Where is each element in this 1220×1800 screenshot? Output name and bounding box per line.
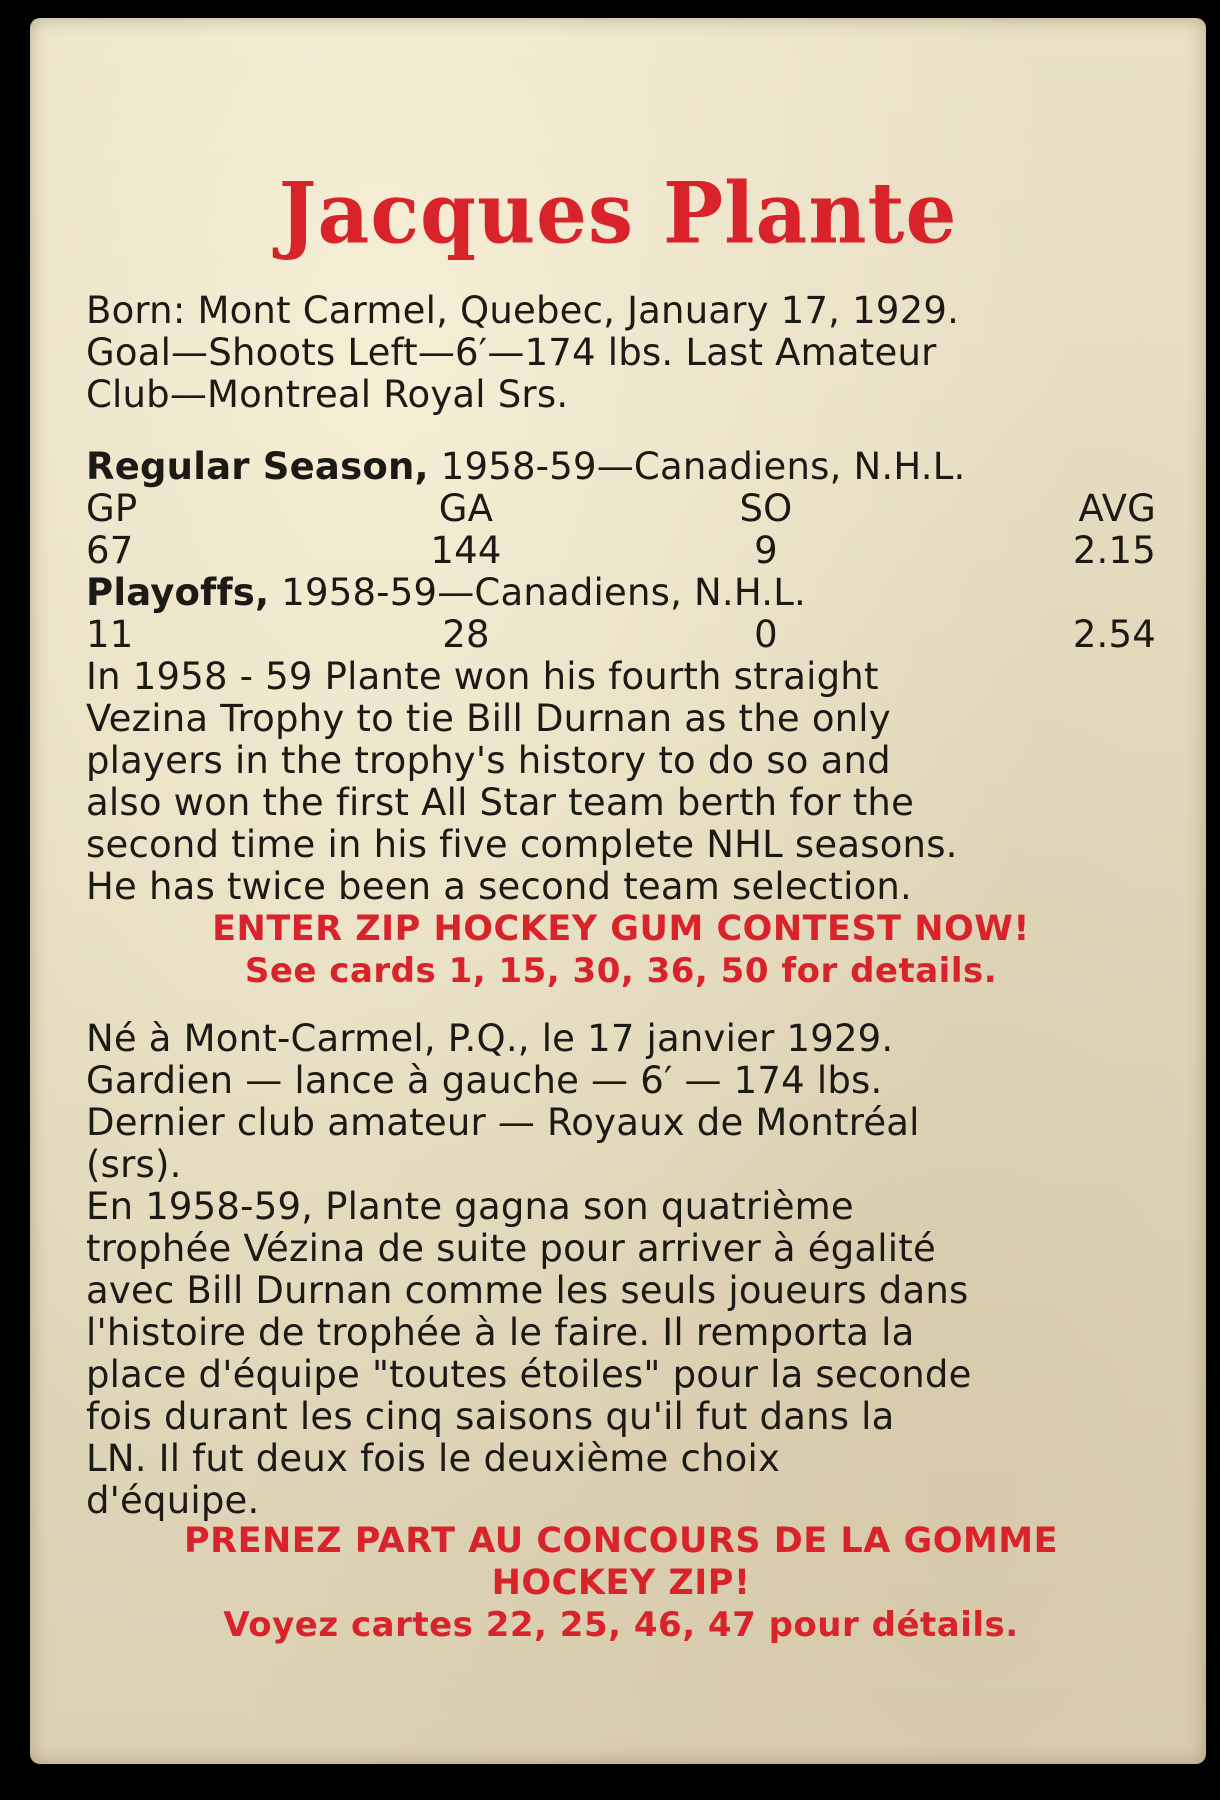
paragraph-line: LN. Il fut deux fois le deuxième choix xyxy=(86,1437,781,1480)
contest-line: HOCKEY ZIP! xyxy=(491,1563,751,1603)
stat-value: 2.54 xyxy=(1072,613,1156,656)
regular-season-heading xyxy=(86,446,1156,488)
bio-line: Goal—Shoots Left—6′—174 lbs. Last Amateur xyxy=(86,331,937,374)
paragraph-line: d'équipe. xyxy=(86,1479,260,1522)
regular-stats-row xyxy=(86,530,1156,572)
bio-line: Gardien — lance à gauche — 6′ — 174 lbs. xyxy=(86,1059,883,1102)
stats-header-row xyxy=(86,488,1156,530)
french-contest-notice xyxy=(86,1520,1156,1646)
paragraph-line: fois durant les cinq saisons qu'il fut dans la xyxy=(86,1395,895,1438)
bio-line: Born: Mont Carmel, Quebec, January 17, 1929. xyxy=(86,289,960,332)
contest-line: See cards 1, 15, 30, 36, 50 for details. xyxy=(244,951,998,991)
stats-header-so: SO xyxy=(739,487,793,530)
player-name-title: Jacques Plante xyxy=(278,163,958,263)
paragraph-line: second time in his five complete NHL seasons. xyxy=(86,823,958,866)
stat-value: 144 xyxy=(430,529,502,572)
english-paragraph xyxy=(86,656,1156,908)
stat-value: 2.15 xyxy=(1072,529,1156,572)
paragraph-line: Vezina Trophy to tie Bill Durnan as the only xyxy=(86,697,891,740)
stats-header-ga: GA xyxy=(438,487,494,530)
playoffs-detail: 1958-59—Canadiens, N.H.L. xyxy=(281,571,806,614)
french-bio xyxy=(86,1018,1156,1186)
bio-line: (srs). xyxy=(86,1143,182,1186)
english-contest-notice xyxy=(86,908,1156,992)
contest-line: ENTER ZIP HOCKEY GUM CONTEST NOW! xyxy=(212,909,1030,949)
regular-season-label: Regular Season, xyxy=(86,445,429,488)
french-paragraph xyxy=(86,1186,1156,1522)
paragraph-line: players in the trophy's history to do so and xyxy=(86,739,891,782)
contest-line: Voyez cartes 22, 25, 46, 47 pour détails. xyxy=(223,1605,1019,1645)
paragraph-line: He has twice been a second team selection. xyxy=(86,865,913,908)
stat-value: 11 xyxy=(86,613,134,656)
paragraph-line: avec Bill Durnan comme les seuls joueurs dans xyxy=(86,1269,969,1312)
paragraph-line: also won the first All Star team berth for the xyxy=(86,781,915,824)
bio-line: Né à Mont-Carmel, P.Q., le 17 janvier 1929. xyxy=(86,1017,894,1060)
stat-value: 9 xyxy=(754,529,778,572)
paragraph-line: place d'équipe "toutes étoiles" pour la seconde xyxy=(86,1353,972,1396)
regular-season-detail: 1958-59—Canadiens, N.H.L. xyxy=(440,445,966,488)
stats-header-gp: GP xyxy=(86,487,138,530)
playoffs-label: Playoffs, xyxy=(86,571,270,614)
stats-header-avg: AVG xyxy=(1078,487,1156,530)
paragraph-line: En 1958-59, Plante gagna son quatrième xyxy=(86,1185,854,1228)
trading-card-back xyxy=(30,18,1206,1764)
stat-value: 0 xyxy=(754,613,778,656)
playoff-stats-row xyxy=(86,614,1156,656)
stat-value: 28 xyxy=(442,613,490,656)
paragraph-line: trophée Vézina de suite pour arriver à égalité xyxy=(86,1227,936,1270)
stats-section xyxy=(86,446,1156,656)
paragraph-line: l'histoire de trophée à le faire. Il remporta la xyxy=(86,1311,915,1354)
paragraph-line: In 1958 - 59 Plante won his fourth straight xyxy=(86,655,879,698)
stat-value: 67 xyxy=(86,529,134,572)
playoffs-heading xyxy=(86,572,1156,614)
english-bio xyxy=(86,290,1156,416)
contest-line: PRENEZ PART AU CONCOURS DE LA GOMME xyxy=(183,1521,1059,1561)
bio-line: Club—Montreal Royal Srs. xyxy=(86,373,569,416)
bio-line: Dernier club amateur — Royaux de Montréal xyxy=(86,1101,920,1144)
